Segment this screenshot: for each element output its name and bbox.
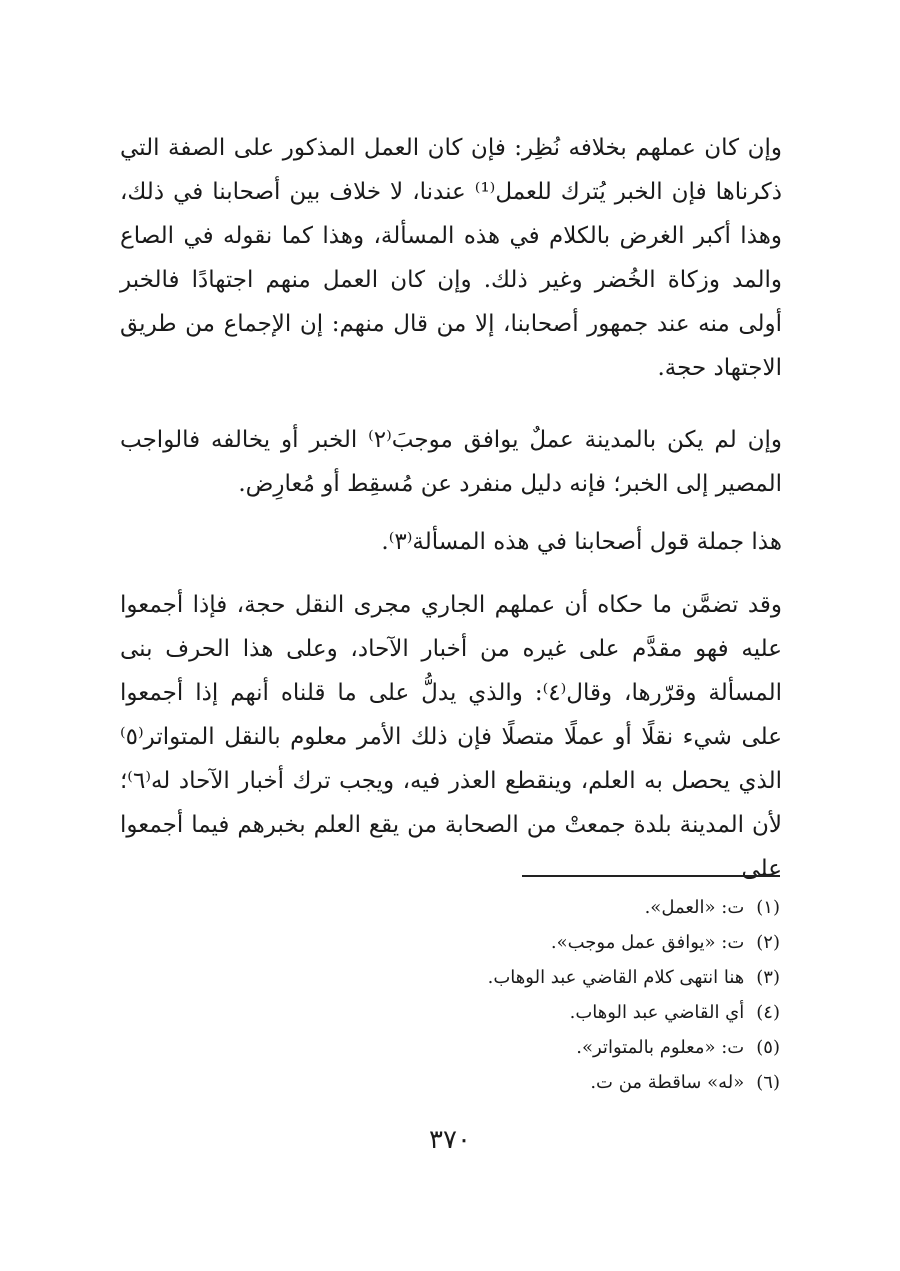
footnote-number: (٤): [756, 1002, 780, 1023]
footnote-item: [180, 1065, 780, 1100]
footnote-number: (٥): [756, 1037, 780, 1058]
body-paragraph-2: وإن لم يكن بالمدينة عملٌ يوافق موجبَ⁽٢⁾ الخبر أو يخالفه فالواجب المصير إلى الخبر؛ فإنه دليل منفرد عن مُسقِط أو مُعارِض.: [120, 427, 782, 497]
footnote-item: [180, 1030, 780, 1065]
footnote-item: [180, 925, 780, 960]
body-paragraph-3: هذا جملة قول أصحابنا في هذه المسألة⁽٣⁾.: [381, 529, 782, 555]
footnote-number: (١): [756, 897, 780, 918]
footnote-text: هنا انتهى كلام القاضي عبد الوهاب.: [487, 967, 745, 988]
footnote-number: (٢): [756, 932, 780, 953]
body-paragraph-4: وقد تضمَّن ما حكاه أن عملهم الجاري مجرى النقل حجة، فإذا أجمعوا عليه فهو مقدَّم على غيره من أخبار الآحاد، وعلى هذا الحرف بنى المسألة وقرّرها، وقال⁽٤⁾: والذي يدلُّ على ما قلناه أنهم إذا أجمعوا على شيء نقلًا أو عملًا متصلًا فإن ذلك الأمر معلوم بالنقل المتواتر⁽٥⁾ الذي يحصل به العلم، وينقطع العذر فيه، ويجب ترك أخبار الآحاد له⁽٦⁾؛ لأن المدينة بلدة جمعتْ من الصحابة من يقع العلم بخبرهم فيما أجمعوا على: [120, 592, 782, 882]
footnote-number: (٦): [756, 1072, 780, 1093]
footnote-item: [180, 960, 780, 995]
footnote-number: (٣): [756, 967, 780, 988]
footnote-text: «له» ساقطة من ت.: [590, 1072, 745, 1093]
footnotes-list: [180, 890, 780, 1100]
body-paragraph-1: وإن كان عملهم بخلافه نُظِر: فإن كان العمل المذكور على الصفة التي ذكرناها فإن الخبر يُترك للعمل⁽¹⁾ عندنا، لا خلاف بين أصحابنا في ذلك، وهذا أكبر الغرض بالكلام في هذه المسألة، وهذا كما نقوله في الصاع والمد وزكاة الخُضر وغير ذلك. وإن كان العمل منهم اجتهادًا فالخبر أولى منه عند جمهور أصحابنا، إلا من قال منهم: إن الإجماع من طريق الاجتهاد حجة.: [120, 135, 783, 381]
page-number: ٣٧٠: [429, 1125, 471, 1155]
footnote-text: ت: «معلوم بالمتواتر».: [576, 1037, 745, 1058]
footnote-text: ت: «يوافق عمل موجب».: [550, 932, 745, 953]
footnote-text: ت: «العمل».: [644, 897, 745, 918]
footnote-item: [180, 995, 780, 1030]
footnote-text: أي القاضي عبد الوهاب.: [569, 1002, 745, 1023]
footnote-separator: [522, 875, 780, 877]
footnote-item: [180, 890, 780, 925]
